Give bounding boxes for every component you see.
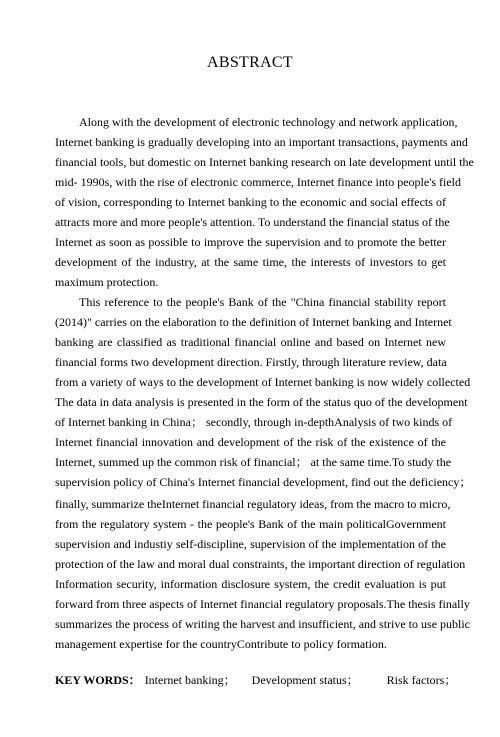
paragraph-1-line-3: financial tools, but domestic on Internet banking research on late development until the xyxy=(55,155,474,169)
paragraph-2-line-3: banking are classified as traditional financial online and based on Internet new xyxy=(55,335,446,349)
paragraph-1-line-6: attracts more and more people's attention. To understand the financial status of the xyxy=(55,215,450,229)
paragraph-1-line-5: of vision, corresponding to Internet banking to the economic and social effects of xyxy=(55,195,446,209)
paragraph-2-line-8: Internet financial innovation and development of the risk of the existence of the xyxy=(55,435,446,449)
keywords-row xyxy=(55,672,456,688)
paragraph-1-line-8: development of the industry, at the same time, the interests of investors to get xyxy=(55,255,446,269)
keywords-label: KEY WORDS： xyxy=(55,673,141,687)
paragraph-2-line-4: financial forms two development direction. Firstly, through literature review, data xyxy=(55,355,447,369)
paragraph-2-line-2: (2014)" carries on the elaboration to the definition of Internet banking and Internet xyxy=(55,315,452,329)
paragraph-1-line-1: Along with the development of electronic technology and network application, xyxy=(79,115,458,129)
paragraph-2-line-11: finally, summarize theInternet financial regulatory ideas, from the macro to micro, xyxy=(55,497,451,511)
paragraph-2-line-1: This reference to the people's Bank of the "China financial stability report xyxy=(79,295,446,309)
paragraph-2-line-15: Information security, information disclosure system, the credit evaluation is put xyxy=(55,577,446,591)
paragraph-2-line-13: supervision and industiy self-discipline, supervision of the implementation of the xyxy=(55,537,446,551)
paragraph-1-line-7: Internet as soon as possible to improve the supervision and to promote the better xyxy=(55,235,446,249)
paragraph-2-line-16: forward from three aspects of Internet financial regulatory proposals.The thesis finally xyxy=(55,597,470,611)
paragraph-2-line-18: management expertise for the countryContribute to policy formation. xyxy=(55,637,387,651)
paragraph-2-line-14: protection of the law and moral dual constraints, the important direction of regulation xyxy=(55,557,466,571)
keyword-item: Internet banking； xyxy=(144,673,236,687)
paragraph-2-line-5: from a variety of ways to the development of Internet banking is now widely collected xyxy=(55,375,471,389)
abstract-title: ABSTRACT xyxy=(207,54,293,71)
paragraph-1-line-9: maximum protection. xyxy=(55,275,159,289)
paragraph-2-line-9: Internet, summed up the common risk of financial； at the same time.To study the xyxy=(55,455,452,469)
paragraph-1-line-2: Internet banking is gradually developing into an important transactions, payments and xyxy=(55,135,468,149)
keyword-item: Risk factors； xyxy=(386,673,457,687)
paragraph-2-line-17: summarizes the process of writing the harvest and insufficient, and strive to use public xyxy=(55,617,471,631)
paragraph-2-line-10: supervision policy of China's Internet financial development, find out the deficiency； xyxy=(55,475,472,489)
keyword-item: Development status； xyxy=(251,673,359,687)
paragraph-2-line-12: from the regulatory system - the people's Bank of the main politicalGovernment xyxy=(55,517,446,531)
paragraph-2-line-6: The data in data analysis is presented in the form of the status quo of the development xyxy=(55,395,468,409)
paragraph-1-line-4: mid- 1990s, with the rise of electronic commerce, Internet finance into people's field xyxy=(55,175,462,189)
paragraph-2-line-7: of Internet banking in China； secondly, through in-depthAnalysis of two kinds of xyxy=(55,415,453,429)
